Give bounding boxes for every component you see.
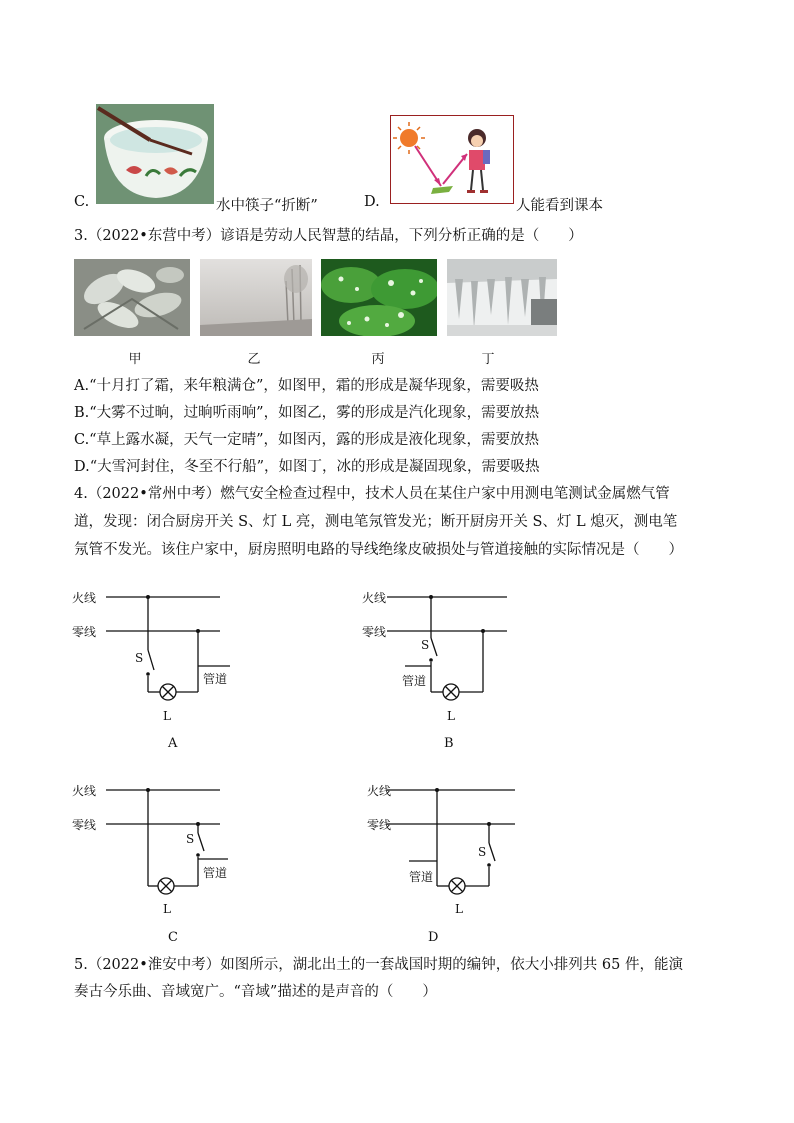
- circuit-a-lamp-label: L: [163, 709, 171, 723]
- circuit-b-lamp-label: L: [447, 709, 455, 723]
- q2-option-d-letter: D.: [364, 194, 380, 210]
- circuit-c-live-label: 火线: [72, 784, 97, 798]
- circuit-a-switch-label: S: [135, 651, 144, 665]
- circuit-b-neutral-label: 零线: [362, 625, 387, 639]
- q2-option-c-letter: C.: [74, 194, 90, 210]
- caption-yi: 乙: [247, 352, 261, 367]
- q3-option-c: C.“草上露水凝，天气一定晴”，如图丙，露的形成是液化现象，需要放热: [74, 432, 540, 448]
- circuit-d-lamp-label: L: [455, 902, 463, 916]
- circuit-b-pipe-label: 管道: [402, 674, 427, 688]
- q2-option-d-text: 人能看到课本: [516, 198, 603, 214]
- circuit-c-switch-label: S: [186, 832, 195, 846]
- sun-girl-book-image: [390, 115, 514, 204]
- circuit-c-option-label: C: [168, 930, 178, 945]
- caption-jia: 甲: [128, 352, 142, 367]
- circuit-d-switch-label: S: [478, 845, 487, 859]
- ice-image: [447, 259, 557, 336]
- q3-option-d: D.“大雪河封住，冬至不行船”，如图丁，冰的形成是凝固现象，需要吸热: [74, 459, 540, 475]
- circuit-a-pipe-label: 管道: [203, 672, 228, 686]
- circuit-d-live-label: 火线: [367, 784, 392, 798]
- q4-stem-line-3: 氖管不发光。该住户家中，厨房照明电路的导线绝缘皮破损处与管道接触的实际情况是（ ）: [74, 542, 683, 558]
- fog-image: [200, 259, 312, 336]
- dew-image: [321, 259, 437, 336]
- q2-option-c-text: 水中筷子“折断”: [216, 198, 318, 214]
- circuit-c-pipe-label: 管道: [203, 866, 228, 880]
- circuit-b-switch-label: S: [421, 638, 430, 652]
- bowl-chopstick-image: [96, 104, 214, 204]
- q3-option-a: A.“十月打了霜，来年粮满仓”，如图甲，霜的形成是凝华现象，需要吸热: [74, 378, 539, 394]
- frost-image: [74, 259, 190, 336]
- circuit-c-neutral-label: 零线: [72, 818, 97, 832]
- caption-ding: 丁: [481, 352, 495, 367]
- circuit-a-live-label: 火线: [72, 591, 97, 605]
- q3-stem: 3.（2022•东营中考）谚语是劳动人民智慧的结晶，下列分析正确的是（ ）: [74, 228, 583, 244]
- circuit-b-live-label: 火线: [362, 591, 387, 605]
- circuit-c: [70, 775, 250, 925]
- circuit-a: [70, 580, 250, 730]
- circuit-d-neutral-label: 零线: [367, 818, 392, 832]
- circuit-b-option-label: B: [444, 736, 454, 751]
- circuit-d-pipe-label: 管道: [409, 870, 434, 884]
- circuit-a-option-label: A: [168, 736, 178, 751]
- circuit-c-lamp-label: L: [163, 902, 171, 916]
- q5-stem-line-1: 5.（2022•淮安中考）如图所示，湖北出土的一套战国时期的编钟，依大小排列共 65 件，能演: [74, 957, 683, 973]
- q4-stem-line-1: 4.（2022•常州中考）燃气安全检查过程中，技术人员在某住户家中用测电笔测试金属燃气管: [74, 486, 670, 502]
- caption-bing: 丙: [371, 352, 385, 367]
- q4-stem-line-2: 道，发现：闭合厨房开关 S、灯 L 亮，测电笔氖管发光；断开厨房开关 S、灯 L 熄灭，测电笔: [74, 514, 678, 530]
- q5-stem-line-2: 奏古今乐曲、音域宽广。“音域”描述的是声音的（ ）: [74, 984, 437, 1000]
- circuit-a-neutral-label: 零线: [72, 625, 97, 639]
- q3-option-b: B.“大雾不过晌，过晌听雨响”，如图乙，雾的形成是汽化现象，需要放热: [74, 405, 540, 421]
- circuit-d-option-label: D: [428, 930, 439, 945]
